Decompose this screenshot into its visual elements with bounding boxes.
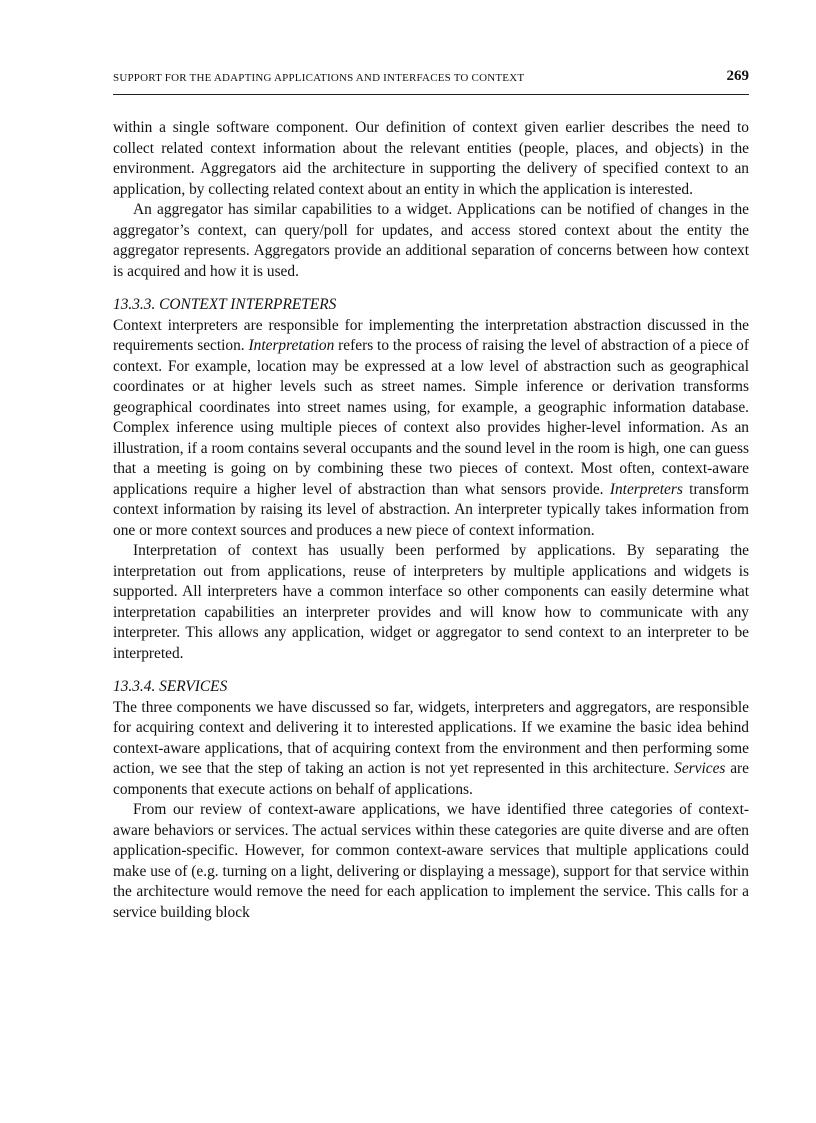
text-run: The three components we have discussed so far, widgets, interpreters and aggregators, are responsible for acquiring context and delivering it to interested applications. If we examine the basic idea behind context-aware applications, that of acquiring context from the environment and then performing some action, we see that the step of taking an action is not yet represented in this architecture. <box>113 698 749 777</box>
paragraph: An aggregator has similar capabilities to a widget. Applications can be notified of changes in the aggregator’s context, can query/poll for updates, and access stored context about the entity the aggregator represents. Aggregators provide an additional separation of concerns between how context is acquired and how it is used. <box>113 201 749 280</box>
section-heading: 13.3.3. CONTEXT INTERPRETERS <box>113 296 337 313</box>
page-number: 269 <box>726 68 749 84</box>
section-heading: 13.3.4. SERVICES <box>113 678 228 695</box>
page-body <box>113 118 749 923</box>
paragraph: From our review of context-aware applications, we have identified three categories of context-aware behaviors or services. The actual services within these categories are quite diverse and are often application-specific. However, for common context-aware services that multiple applications could make use of (e.g. turning on a light, delivering or displaying a message), support for that service within the architecture would remove the need for each application to implement the service. This calls for a service building block <box>113 801 749 921</box>
text-run: transform context information by raising its level of abstraction. An interpreter typically takes information from one or more context sources and produces a new piece of context information. <box>113 480 750 539</box>
emphasis-term: Interpretation <box>248 337 335 354</box>
paragraph: within a single software component. Our definition of context given earlier describes the need to collect related context information about the relevant entities (people, places, and objects) in the environment. Aggregators aid the architecture in supporting the delivery of specified context to an application, by collecting related context about an entity in which the application is interested. <box>113 119 749 198</box>
section-context-interpreters <box>113 295 749 664</box>
text-run: refers to the process of raising the level of abstraction of a piece of context. For example, location may be expressed at a low level of abstraction such as geographical coordinates or at higher levels such as street names. Simple inference or derivation transforms geographical coordinates into street names using, for example, a geographic information database. Complex inference using multiple pieces of context also provides higher-level information. As an illustration, if a room contains several occupants and the sound level in the room is high, one can guess that a meeting is going on by combining these two pieces of context. Most often, context-aware applications require a higher level of abstraction than what sensors provide. <box>113 337 749 498</box>
text-run: Context interpreters are responsible for implementing the interpretation abstraction discussed in the requirements section. <box>113 316 749 354</box>
paragraph: Interpretation of context has usually been performed by applications. By separating the interpretation out from applications, reuse of interpreters by multiple applications and widgets is supported. All interpreters have a common interface so other components can easily determine what interpretation capabilities an interpreter provides and will know how to communicate with any interpreter. This allows any application, widget or aggregator to send context to an interpreter to be interpreted. <box>113 542 749 662</box>
emphasis-term: Services <box>674 760 726 777</box>
emphasis-term: Interpreters <box>609 480 683 498</box>
running-title: SUPPORT FOR THE ADAPTING APPLICATIONS AND INTERFACES TO CONTEXT <box>113 72 525 84</box>
running-head <box>113 70 749 95</box>
text-run: are components that execute actions on behalf of applications. <box>113 760 749 798</box>
paragraph <box>113 698 749 801</box>
section-services <box>113 677 749 923</box>
paragraph <box>113 316 749 542</box>
